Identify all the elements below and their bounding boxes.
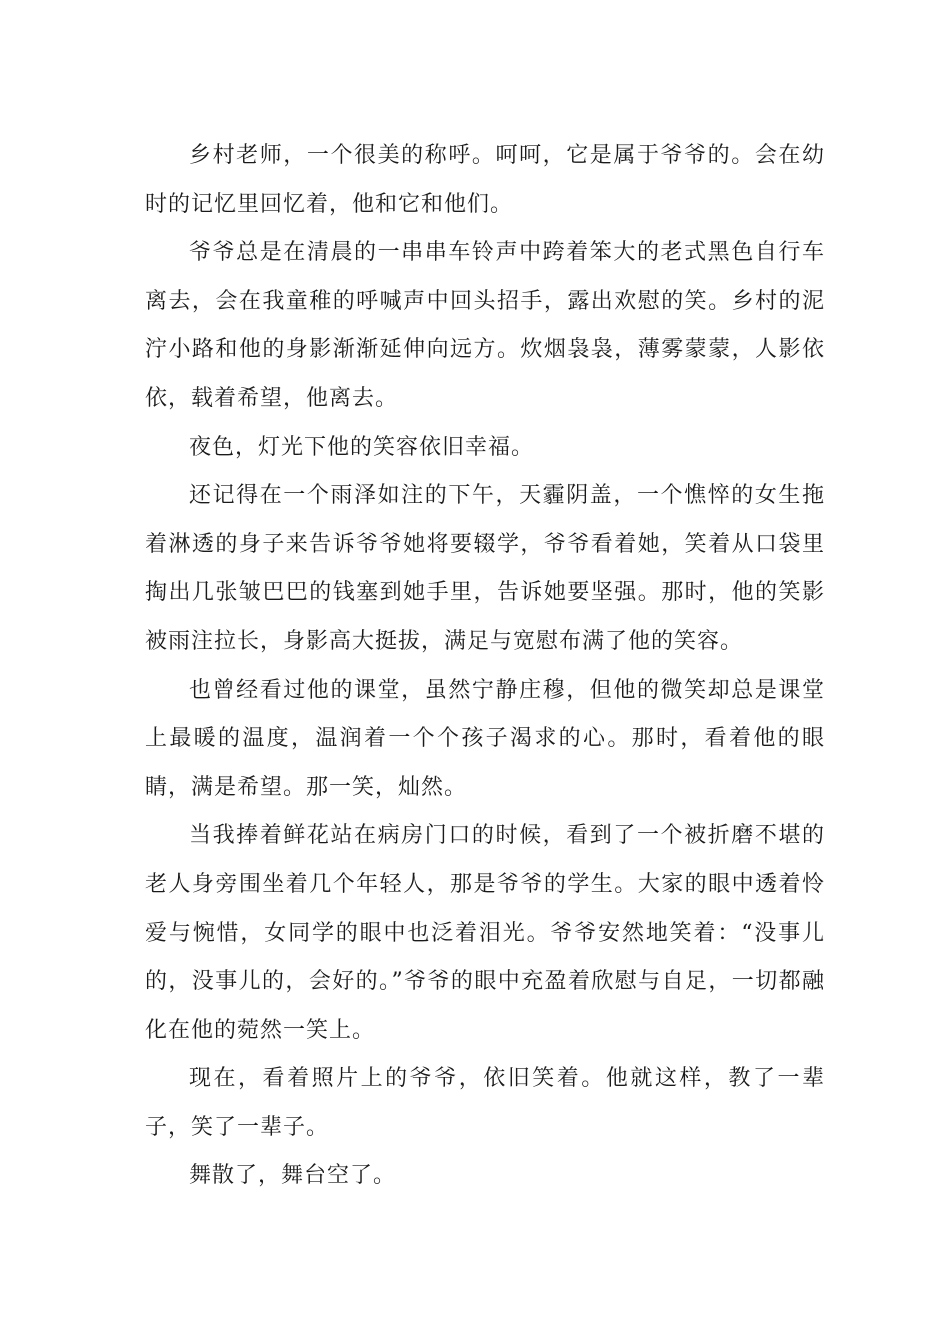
paragraph: 还记得在一个雨泽如注的下午，天霾阴盖，一个憔悴的女生拖着淋透的身子来告诉爷爷她将要辍学，爷爷看着她，笑着从口袋里掏出几张皱巴巴的钱塞到她手里，告诉她要坚强。那时，他的笑影被雨注拉长，身影高大挺拔，满足与宽慰布满了他的笑容。 xyxy=(145,483,825,654)
paragraph: 爷爷总是在清晨的一串串车铃声中跨着笨大的老式黑色自行车离去，会在我童稚的呼喊声中回头招手，露出欢慰的笑。乡村的泥泞小路和他的身影渐渐延伸向远方。炊烟袅袅，薄雾蒙蒙，人影依依，载着希望，他离去。 xyxy=(145,240,825,411)
document-body xyxy=(145,132,825,1201)
paragraph: 舞散了，舞台空了。 xyxy=(189,1163,397,1189)
paragraph: 当我捧着鲜花站在病房门口的时候，看到了一个被折磨不堪的老人身旁围坐着几个年轻人，那是爷爷的学生。大家的眼中透着怜爱与惋惜，女同学的眼中也泛着泪光。爷爷安然地笑着：“没事儿的，没事儿的，会好的。”爷爷的眼中充盈着欣慰与自足，一切都融化在他的菀然一笑上。 xyxy=(145,823,825,1043)
paragraph: 乡村老师，一个很美的称呼。呵呵，它是属于爷爷的。会在幼时的记忆里回忆着，他和它和他们。 xyxy=(145,143,825,217)
paragraph: 也曾经看过他的课堂，虽然宁静庄穆，但他的微笑却总是课堂上最暖的温度，温润着一个个孩子渴求的心。那时，看着他的眼睛，满是希望。那一笑，灿然。 xyxy=(145,677,825,800)
paragraph: 夜色，灯光下他的笑容依旧幸福。 xyxy=(189,434,535,460)
paragraph: 现在，看着照片上的爷爷，依旧笑着。他就这样，教了一辈子，笑了一辈子。 xyxy=(145,1066,825,1140)
